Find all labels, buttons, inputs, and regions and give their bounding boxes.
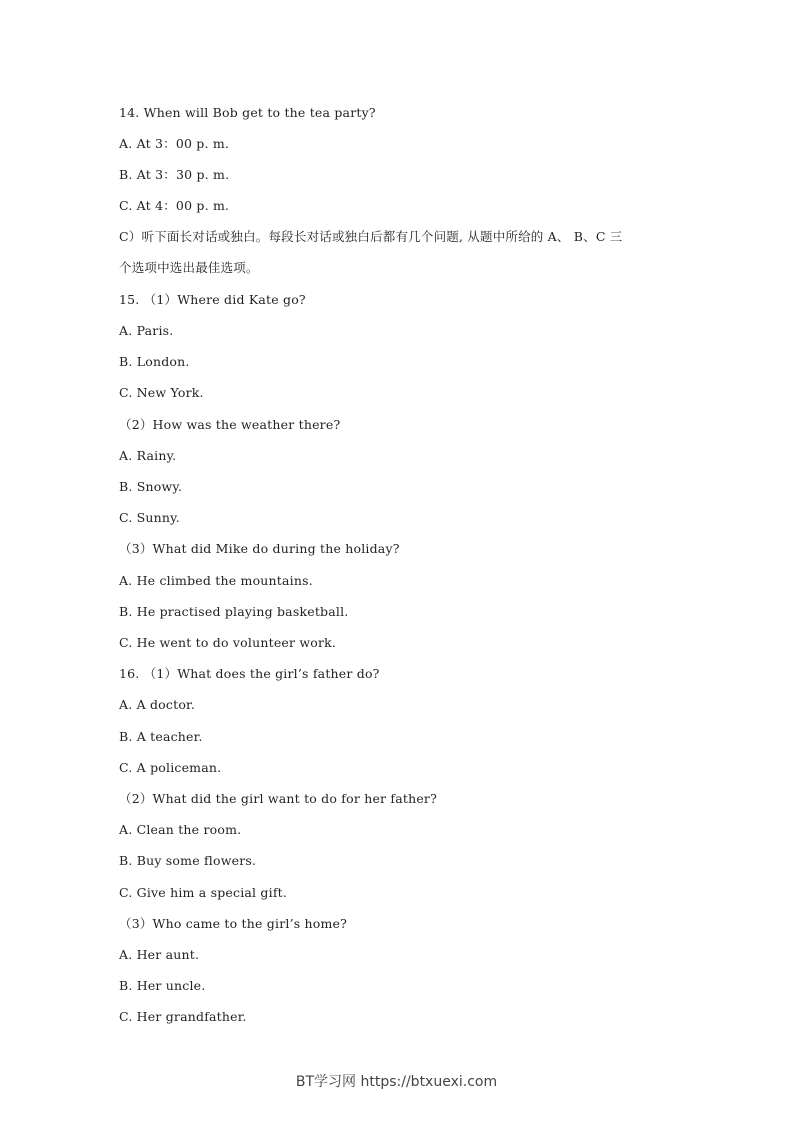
question-16-2: （2）What did the girl want to do for her father? [119,791,438,806]
question-16-3: （3）Who came to the girl’s home? [119,916,348,931]
question-15-2: （2）How was the weather there? [119,417,341,432]
option-15-2-b: B. Snowy. [119,479,183,494]
option-16-2-b: B. Buy some flowers. [119,853,257,868]
question-16-1: 16. （1）What does the girl’s father do? [119,666,380,681]
option-15-3-c: C. He went to do volunteer work. [119,635,337,650]
option-15-1-b: B. London. [119,354,190,369]
option-15-1-a: A. Paris. [119,323,174,338]
footer-watermark: BT学习网 https://btxuexi.com [295,1074,498,1090]
option-14-c: C. At 4：00 p. m. [119,198,230,213]
question-15-1: 15. （1）Where did Kate go? [119,292,306,307]
option-15-3-a: A. He climbed the mountains. [119,573,313,588]
option-16-2-c: C. Give him a special gift. [119,885,288,900]
option-14-a: A. At 3：00 p. m. [119,136,230,151]
option-16-1-a: A. A doctor. [119,697,196,712]
option-15-2-c: C. Sunny. [119,510,180,525]
question-15-3: （3）What did Mike do during the holiday? [119,541,400,556]
question-14: 14. When will Bob get to the tea party? [119,105,376,120]
option-15-2-a: A. Rainy. [119,448,177,463]
section-c-instruction-line-2: 个选项中选出最佳选项。 [119,260,259,275]
option-16-2-a: A. Clean the room. [119,822,242,837]
option-14-b: B. At 3：30 p. m. [119,167,230,182]
option-16-1-b: B. A teacher. [119,729,203,744]
option-16-1-c: C. A policeman. [119,760,222,775]
section-c-instruction-line-1: C）听下面长对话或独白。每段长对话或独白后都有几个问题, 从题中所给的 A、 B、C 三 [119,229,623,244]
option-16-3-c: C. Her grandfather. [119,1009,247,1024]
option-15-3-b: B. He practised playing basketball. [119,604,349,619]
option-16-3-a: A. Her aunt. [119,947,200,962]
option-15-1-c: C. New York. [119,385,204,400]
option-16-3-b: B. Her uncle. [119,978,206,993]
